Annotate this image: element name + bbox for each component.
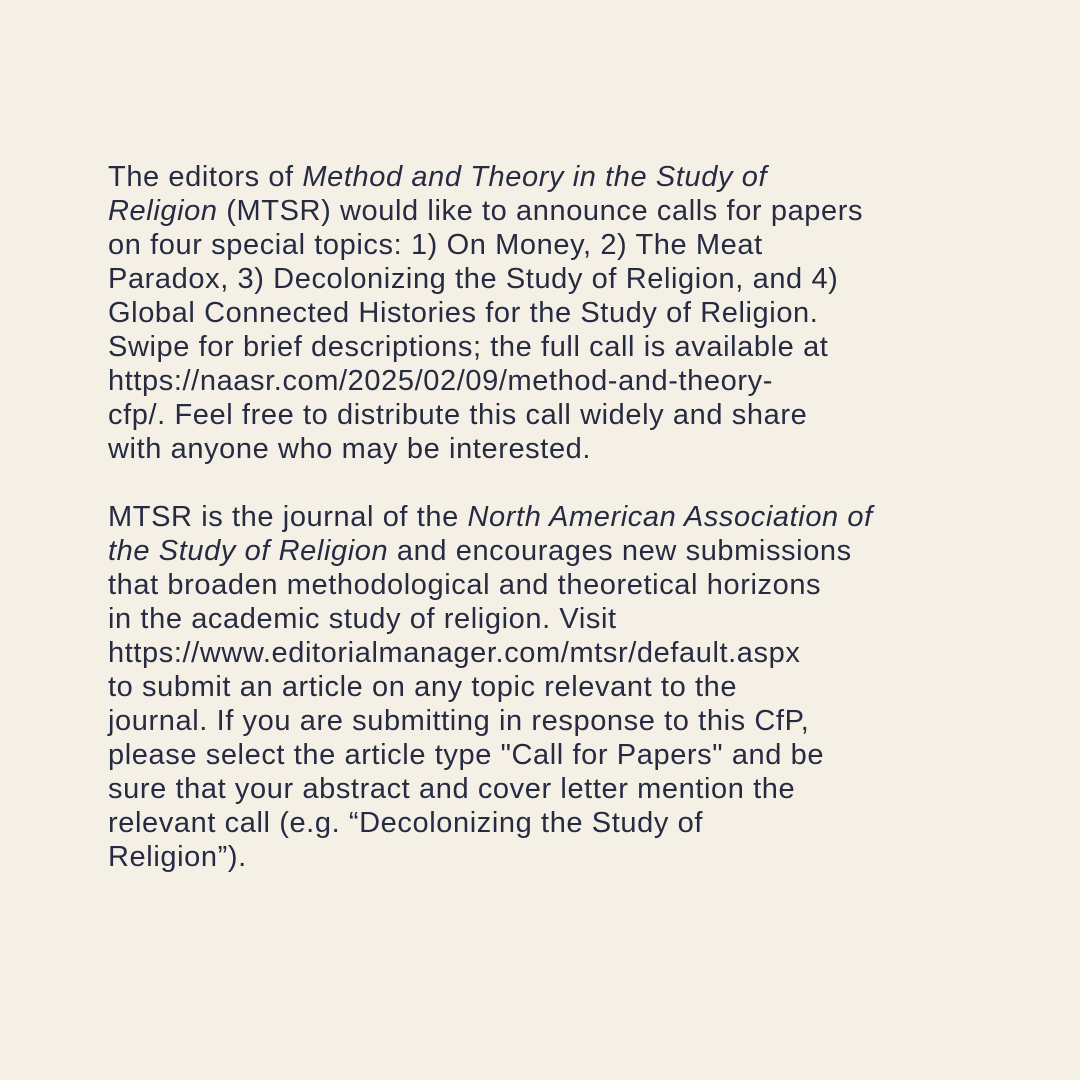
text-run: https://naasr.com/2025/02/09/method-and-theory- bbox=[108, 365, 773, 397]
paragraph bbox=[108, 160, 1008, 466]
paragraph bbox=[108, 500, 1008, 874]
text-line bbox=[108, 398, 1008, 432]
text-line bbox=[108, 602, 1008, 636]
text-line bbox=[108, 636, 1008, 670]
text-line bbox=[108, 704, 1008, 738]
text-line bbox=[108, 670, 1008, 704]
text-line bbox=[108, 194, 1008, 228]
text-line bbox=[108, 432, 1008, 466]
text-run: please select the article type "Call for Papers" and be bbox=[108, 739, 825, 771]
italic-text-run: Religion bbox=[108, 195, 218, 227]
text-run: (MTSR) would like to announce calls for papers bbox=[217, 195, 864, 227]
text-run: sure that your abstract and cover letter mention the bbox=[108, 773, 796, 805]
text-run: that broaden methodological and theoretical horizons bbox=[108, 569, 822, 601]
text-line bbox=[108, 500, 1008, 534]
text-line bbox=[108, 534, 1008, 568]
text-line bbox=[108, 840, 1008, 874]
text-run: to submit an article on any topic relevant to the bbox=[108, 671, 738, 703]
text-run: Religion”). bbox=[108, 841, 247, 873]
text-line bbox=[108, 228, 1008, 262]
text-run: in the academic study of religion. Visit bbox=[108, 603, 617, 635]
text-line bbox=[108, 806, 1008, 840]
text-run: Global Connected Histories for the Study of Religion. bbox=[108, 297, 819, 329]
text-run: Swipe for brief descriptions; the full call is available at bbox=[108, 331, 829, 363]
italic-text-run: Method and Theory in the Study of bbox=[302, 161, 768, 193]
text-line bbox=[108, 296, 1008, 330]
text-line bbox=[108, 364, 1008, 398]
text-line bbox=[108, 330, 1008, 364]
text-run: with anyone who may be interested. bbox=[108, 433, 592, 465]
italic-text-run: the Study of Religion bbox=[108, 535, 389, 567]
text-run: Paradox, 3) Decolonizing the Study of Religion, and 4) bbox=[108, 263, 839, 295]
text-run: MTSR is the journal of the bbox=[108, 501, 468, 533]
text-run: cfp/. Feel free to distribute this call widely and share bbox=[108, 399, 808, 431]
text-run: journal. If you are submitting in response to this CfP, bbox=[108, 705, 810, 737]
text-line bbox=[108, 738, 1008, 772]
text-line bbox=[108, 262, 1008, 296]
text-run: and encourages new submissions bbox=[388, 535, 852, 567]
text-line bbox=[108, 160, 1008, 194]
post-text bbox=[108, 160, 1008, 874]
text-line bbox=[108, 772, 1008, 806]
text-run: relevant call (e.g. “Decolonizing the Study of bbox=[108, 807, 704, 839]
italic-text-run: North American Association of bbox=[467, 501, 873, 533]
text-line bbox=[108, 568, 1008, 602]
text-run: The editors of bbox=[108, 161, 303, 193]
text-run: https://www.editorialmanager.com/mtsr/default.aspx bbox=[108, 637, 801, 669]
text-run: on four special topics: 1) On Money, 2) The Meat bbox=[108, 229, 763, 261]
